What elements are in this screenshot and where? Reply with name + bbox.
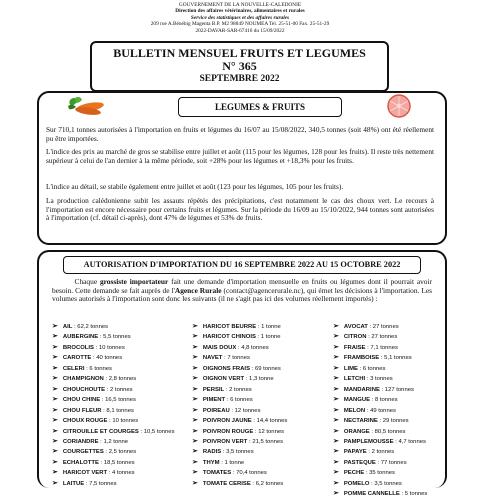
product-name: POIREAU	[202, 407, 230, 414]
separator: :	[219, 459, 225, 466]
import-list-item	[52, 447, 175, 457]
product-quantity: 40 tonnes	[96, 355, 123, 362]
import-list-item	[52, 406, 175, 416]
product-quantity: 6 tonnes	[230, 397, 253, 404]
product-quantity: 27 tonnes	[371, 334, 398, 341]
separator: :	[229, 407, 235, 414]
product-quantity: 7 tonnes	[227, 355, 250, 362]
import-list-item	[333, 447, 427, 457]
bulletin-title-box	[90, 41, 389, 92]
product-name: CELERI	[62, 365, 85, 372]
product-name: MANDARINE	[343, 386, 380, 393]
vegetables-icon	[66, 94, 106, 116]
product-name: PECHE	[343, 470, 365, 477]
product-quantity: 21,5 tonnes	[252, 438, 284, 445]
product-name: POMELO	[343, 480, 370, 487]
bulletin-number: N° 365	[222, 59, 257, 73]
product-name: AVOCAT	[343, 324, 368, 330]
product-quantity: 5,1 tonnes	[384, 355, 412, 362]
summary-paragraph-retail-index: L'indice au détail, se stabile également entre juillet et août (123 pour les légumes, 105 pour les fruits).	[46, 182, 344, 191]
separator: :	[98, 334, 104, 341]
product-quantity: 18,5 tonnes	[103, 459, 135, 466]
arrow-bullet-icon: ➢	[52, 333, 58, 341]
product-quantity: 10 tonnes	[98, 344, 125, 351]
arrow-bullet-icon: ➢	[52, 396, 58, 404]
product-name: NAVET	[202, 355, 223, 362]
product-name: CHOU CHINE	[62, 397, 101, 404]
separator: :	[247, 438, 253, 445]
product-name: POIVRON VERT	[202, 438, 248, 445]
import-list-item	[192, 385, 287, 395]
import-list-item	[333, 489, 427, 499]
import-list-item	[52, 322, 175, 332]
imports-intro	[52, 278, 432, 304]
separator: :	[221, 449, 227, 456]
product-quantity: 4,7 tonnes	[398, 438, 426, 445]
header-service: Service des statistiques et des affaires rurales	[190, 14, 290, 21]
separator: :	[98, 459, 104, 466]
separator: :	[100, 397, 106, 404]
product-quantity: 1,2 tonne	[103, 438, 129, 445]
separator: :	[244, 376, 250, 383]
separator: :	[72, 324, 78, 330]
arrow-bullet-icon: ➢	[333, 375, 339, 383]
product-name: MAIS DOUX	[202, 344, 237, 351]
product-quantity: 7,1 tonnes	[370, 344, 398, 351]
letterhead	[0, 2, 480, 34]
arrow-bullet-icon: ➢	[52, 343, 58, 351]
product-quantity: 77 tonnes	[380, 459, 407, 466]
arrow-bullet-icon: ➢	[192, 437, 198, 445]
import-list-item	[52, 332, 175, 342]
imports-list-fruits	[333, 322, 427, 500]
separator: :	[91, 355, 97, 362]
product-quantity: 7,5 tonnes	[89, 480, 117, 487]
header-government: GOUVERNEMENT DE LA NOUVELLE-CALEDONIE	[178, 2, 302, 8]
header-direction: Direction des affaires vétérinaires, alimentaires et rurales	[175, 8, 305, 15]
separator: :	[84, 480, 90, 487]
product-quantity: 70,4 tonnes	[236, 470, 267, 477]
product-name: POMME CANNELLE	[343, 491, 400, 498]
product-quantity: 10 tonnes	[112, 418, 139, 425]
product-name: TOMATES	[202, 470, 232, 477]
arrow-bullet-icon: ➢	[333, 323, 339, 330]
separator: :	[365, 344, 371, 351]
arrow-bullet-icon: ➢	[192, 354, 198, 362]
import-list-item	[192, 395, 287, 405]
separator: :	[366, 334, 372, 341]
separator: :	[105, 386, 111, 393]
import-list-item	[333, 406, 427, 416]
separator: :	[98, 438, 104, 445]
product-quantity: 69 tonnes	[254, 365, 281, 372]
arrow-bullet-icon: ➢	[333, 427, 339, 435]
import-list-item	[52, 437, 175, 447]
import-list-item	[333, 468, 427, 478]
arrow-bullet-icon: ➢	[192, 385, 198, 393]
arrow-bullet-icon: ➢	[192, 343, 198, 351]
separator: :	[250, 365, 255, 372]
arrow-bullet-icon: ➢	[192, 479, 198, 487]
separator: :	[365, 376, 371, 383]
product-name: CHOU FLEUR	[62, 407, 102, 414]
import-list-item	[333, 385, 427, 395]
product-quantity: 27 tonnes	[372, 324, 399, 330]
arrow-bullet-icon: ➢	[333, 396, 339, 404]
import-list-item	[192, 468, 287, 478]
separator: :	[393, 438, 399, 445]
arrow-bullet-icon: ➢	[52, 364, 58, 372]
product-name: LAITUE	[62, 480, 85, 487]
separator: :	[236, 344, 242, 351]
intro-text-1: Chaque	[74, 277, 100, 286]
product-name: CORIANDRE	[62, 438, 99, 445]
arrow-bullet-icon: ➢	[333, 343, 339, 351]
product-name: CHOUCHOUTE	[62, 386, 106, 393]
product-quantity: 6 tonnes	[89, 365, 113, 372]
arrow-bullet-icon: ➢	[333, 437, 339, 445]
separator: :	[250, 480, 256, 487]
product-name: OIGNONS FRAIS	[202, 365, 251, 372]
bulletin-title: BULLETIN MENSUEL FRUITS ET LEGUMES	[113, 46, 366, 60]
import-list-item	[333, 343, 427, 353]
import-list-item	[333, 332, 427, 342]
import-list-item	[192, 427, 287, 437]
product-quantity: 6 tonnes	[362, 365, 386, 372]
product-name: CAROTTE	[62, 355, 92, 362]
product-quantity: 127 tonnes	[384, 386, 414, 393]
intro-text-2: fait une demande d'importation mensuelle en fruits ou légumes dont il pourrait avoir besoin. Cette demande se fait auprès de l'	[52, 277, 433, 295]
product-name: MELON	[343, 407, 366, 414]
product-quantity: 29 tonnes	[382, 418, 409, 425]
product-name: PASTEQUE	[343, 459, 376, 466]
product-name: CITRON	[343, 334, 367, 341]
product-name: HARICOT VERT	[62, 470, 108, 477]
product-quantity: 4 tonnes	[111, 470, 135, 477]
arrow-bullet-icon: ➢	[192, 396, 198, 404]
product-name: FRAMBOISE	[343, 355, 380, 362]
import-list-item	[333, 458, 427, 468]
product-name: MANGUE	[343, 397, 371, 404]
product-name: THYM	[202, 459, 220, 466]
product-name: LIME	[343, 365, 358, 372]
import-list-item	[333, 395, 427, 405]
product-quantity: 49 tonnes	[370, 407, 396, 414]
arrow-bullet-icon: ➢	[192, 427, 198, 435]
product-quantity: 2,8 tonnes	[108, 376, 137, 383]
arrow-bullet-icon: ➢	[192, 333, 198, 341]
import-list-item	[192, 364, 287, 374]
separator: :	[103, 449, 109, 456]
import-list-item	[52, 416, 175, 426]
import-list-item	[52, 468, 175, 478]
import-list-item	[192, 343, 287, 353]
arrow-bullet-icon: ➢	[52, 417, 58, 425]
separator: :	[357, 365, 363, 372]
arrow-bullet-icon: ➢	[192, 448, 198, 456]
separator: :	[103, 376, 109, 383]
product-name: PERSIL	[202, 386, 225, 393]
arrow-bullet-icon: ➢	[52, 354, 58, 362]
arrow-bullet-icon: ➢	[333, 479, 339, 487]
separator: :	[399, 491, 405, 498]
product-quantity: 62,2 tonnes	[77, 324, 109, 330]
product-name: LETCHI	[343, 376, 366, 383]
summary-paragraph-authorized: Sur 710,1 tonnes autorisées à l'importation en fruits et légumes du 16/07 au 15/08/2022, 340,5 tonnes (soit 48%) ont été réellement pu être importées.	[46, 125, 434, 143]
product-quantity: 3 tonnes	[370, 376, 393, 383]
arrow-bullet-icon: ➢	[333, 333, 339, 341]
separator: :	[379, 386, 385, 393]
product-quantity: 3,5 tonnes	[226, 449, 254, 456]
separator: :	[369, 428, 375, 435]
arrow-bullet-icon: ➢	[333, 469, 339, 477]
import-list-item	[52, 343, 175, 353]
product-name: COURGETTES	[62, 449, 104, 456]
product-quantity: 14,4 tonnes	[256, 418, 288, 425]
arrow-bullet-icon: ➢	[52, 406, 58, 414]
arrow-bullet-icon: ➢	[192, 406, 198, 414]
import-list-item	[52, 353, 175, 363]
separator: :	[255, 334, 261, 341]
separator: :	[107, 418, 113, 425]
separator: :	[375, 459, 381, 466]
arrow-bullet-icon: ➢	[333, 364, 339, 372]
imports-list-vegetables-2	[192, 322, 287, 489]
import-list-item	[192, 374, 287, 384]
product-name: FRAISE	[343, 344, 366, 351]
arrow-bullet-icon: ➢	[333, 458, 339, 466]
summary-paragraph-production: La production calédonienne subit les assauts répétés des précipitations, c'est notamment le cas des choux vert. Le recours à l'importation est encore nécessaire pour certains fruits et légumes. Sur la période du 16/09 au 15/10/2022, 944 tonnes sont autorisées à l'importation (cf. détail ci-après), dont 47% de légumes et 53% de fruits.	[46, 196, 434, 223]
arrow-bullet-icon: ➢	[192, 375, 198, 383]
import-list-item	[52, 385, 175, 395]
import-list-item	[333, 322, 427, 332]
product-quantity: 6,2 tonnes	[255, 480, 284, 487]
arrow-bullet-icon: ➢	[52, 323, 58, 330]
section-heading-vegetables-fruits: LEGUMES & FRUITS	[178, 97, 342, 117]
product-quantity: 2 tonnes	[110, 386, 133, 393]
product-quantity: 10,5 tonnes	[143, 428, 175, 435]
product-name: POIVRON JAUNE	[202, 418, 252, 425]
product-quantity: 5,5 tonnes	[103, 334, 131, 341]
intro-wholesaler: grossiste importateur	[99, 277, 169, 286]
arrow-bullet-icon: ➢	[52, 427, 58, 435]
import-list-item	[333, 353, 427, 363]
arrow-bullet-icon: ➢	[192, 417, 198, 425]
arrow-bullet-icon: ➢	[192, 323, 198, 330]
summary-paragraph-wholesale-index: L'indice des prix au marché de gros se stabilise entre juillet et août (115 pour les légumes, 128 pour les fruits). Il reste très nettement supérieur à celui de l'an dernier à la même période, soit +28% pour les légumes et +18,3% pour les fruits.	[46, 147, 434, 165]
product-quantity: 1 tonne	[224, 459, 245, 466]
arrow-bullet-icon: ➢	[192, 458, 198, 466]
product-name: NECTARINE	[343, 418, 378, 425]
product-quantity: 12 tonnes	[258, 428, 285, 435]
separator: :	[93, 344, 99, 351]
separator: :	[222, 355, 228, 362]
arrow-bullet-icon: ➢	[333, 385, 339, 393]
header-address: 209 rue A.Bénébig Magenta B.P. M2 98849 NOUMEA Tel. 25-51-00 Fax. 25-51-29	[150, 21, 330, 28]
imports-list-vegetables-1	[52, 322, 175, 489]
arrow-bullet-icon: ➢	[333, 448, 339, 456]
import-list-item	[333, 374, 427, 384]
product-name: BROCOLIS	[62, 344, 94, 351]
product-name: AIL	[62, 324, 73, 330]
separator: :	[366, 449, 372, 456]
product-quantity: 2,5 tonnes	[108, 449, 137, 456]
arrow-bullet-icon: ➢	[52, 385, 58, 393]
separator: :	[364, 470, 370, 477]
product-name: HARICOT CHINOIS	[202, 334, 256, 341]
arrow-bullet-icon: ➢	[192, 364, 198, 372]
arrow-bullet-icon: ➢	[52, 469, 58, 477]
bulletin-date: SEPTEMBRE 2022	[199, 74, 280, 84]
product-name: OIGNON VERT	[202, 376, 245, 383]
separator: :	[101, 407, 107, 414]
product-name: HARICOT BEURRE	[202, 324, 257, 330]
grapefruit-icon	[382, 94, 416, 118]
product-quantity: 35 tonnes	[369, 470, 395, 477]
separator: :	[377, 418, 383, 425]
product-quantity: 1 tonne	[261, 324, 281, 330]
import-list-item	[192, 447, 287, 457]
product-name: PAMPLEMOUSSE	[343, 438, 394, 445]
separator: :	[225, 397, 231, 404]
section-heading-import-authorization: AUTORISATION D'IMPORTATION DU 16 SEPTEMBRE 2022 AU 15 OCTOBRE 2022	[63, 256, 421, 274]
product-quantity: 3,5 tonnes	[374, 480, 402, 487]
product-name: POIVRON ROUGE	[202, 428, 254, 435]
intro-agence-rurale: Agence Rurale	[174, 285, 222, 295]
product-quantity: 8,1 tonnes	[106, 407, 134, 414]
import-list-item	[52, 374, 175, 384]
product-name: AUBERGINE	[62, 334, 99, 341]
import-list-item	[192, 332, 287, 342]
product-name: ECHALOTTE	[62, 459, 99, 466]
product-name: CITROUILLE ET COURGES	[62, 428, 139, 435]
product-name: CHAMPIGNON	[62, 376, 104, 383]
import-list-item	[192, 437, 287, 447]
product-quantity: 12 tonnes	[234, 407, 261, 414]
separator: :	[367, 324, 373, 330]
import-list-item	[192, 406, 287, 416]
product-quantity: 1,3 tonne	[249, 376, 274, 383]
header-reference: 2022-DAVAR-SAR-67416 du 15/09/2022	[195, 27, 285, 34]
product-name: PAPAYE	[343, 449, 367, 456]
import-list-item	[192, 458, 287, 468]
arrow-bullet-icon: ➢	[333, 354, 339, 362]
import-list-item	[52, 364, 175, 374]
arrow-bullet-icon: ➢	[192, 469, 198, 477]
arrow-bullet-icon: ➢	[52, 375, 58, 383]
arrow-bullet-icon: ➢	[52, 448, 58, 456]
import-list-item	[333, 364, 427, 374]
arrow-bullet-icon: ➢	[333, 406, 339, 414]
separator: :	[231, 470, 237, 477]
import-list-item	[333, 437, 427, 447]
product-quantity: 2 tonnes	[229, 386, 252, 393]
import-list-item	[52, 395, 175, 405]
import-list-item	[52, 479, 175, 489]
separator: :	[84, 365, 90, 372]
arrow-bullet-icon: ➢	[52, 479, 58, 487]
product-name: TOMATE CERISE	[202, 480, 251, 487]
separator: :	[107, 470, 112, 477]
separator: :	[379, 355, 385, 362]
import-list-item	[333, 479, 427, 489]
product-quantity: 16,5 tonnes	[105, 397, 136, 404]
import-list-item	[52, 458, 175, 468]
product-name: PIMENT	[202, 397, 226, 404]
separator: :	[224, 386, 230, 393]
product-quantity: 5 tonnes	[404, 491, 428, 498]
product-name: ORANGE	[343, 428, 370, 435]
arrow-bullet-icon: ➢	[333, 417, 339, 425]
product-quantity: 2 tonnes	[371, 449, 395, 456]
product-quantity: 1 tonne	[260, 334, 281, 341]
product-name: RADIS	[202, 449, 222, 456]
arrow-bullet-icon: ➢	[52, 458, 58, 466]
product-quantity: 80,5 tonnes	[374, 428, 406, 435]
separator: :	[370, 397, 375, 404]
separator: :	[138, 428, 144, 435]
separator: :	[253, 428, 259, 435]
import-list-item	[192, 479, 287, 489]
separator: :	[365, 407, 371, 414]
separator: :	[256, 324, 262, 330]
import-list-item	[192, 322, 287, 332]
separator: :	[369, 480, 375, 487]
import-list-item	[52, 427, 175, 437]
separator: :	[251, 418, 257, 425]
intro-text-3: (contact@agencerurale.nc), qui émet les décisions à l'importation. Les volumes autorisés à l'importation sont donc les suivants (il ne s'agit pas ici des volumes réellement importés) :	[52, 285, 432, 304]
arrow-bullet-icon: ➢	[333, 490, 339, 498]
import-list-item	[333, 427, 427, 437]
import-list-item	[192, 416, 287, 426]
arrow-bullet-icon: ➢	[52, 437, 58, 445]
product-quantity: 8 tonnes	[374, 397, 398, 404]
import-list-item	[333, 416, 427, 426]
import-list-item	[192, 353, 287, 363]
product-name: CHOUX ROUGE	[62, 418, 108, 425]
product-quantity: 4,8 tonnes	[241, 344, 269, 351]
